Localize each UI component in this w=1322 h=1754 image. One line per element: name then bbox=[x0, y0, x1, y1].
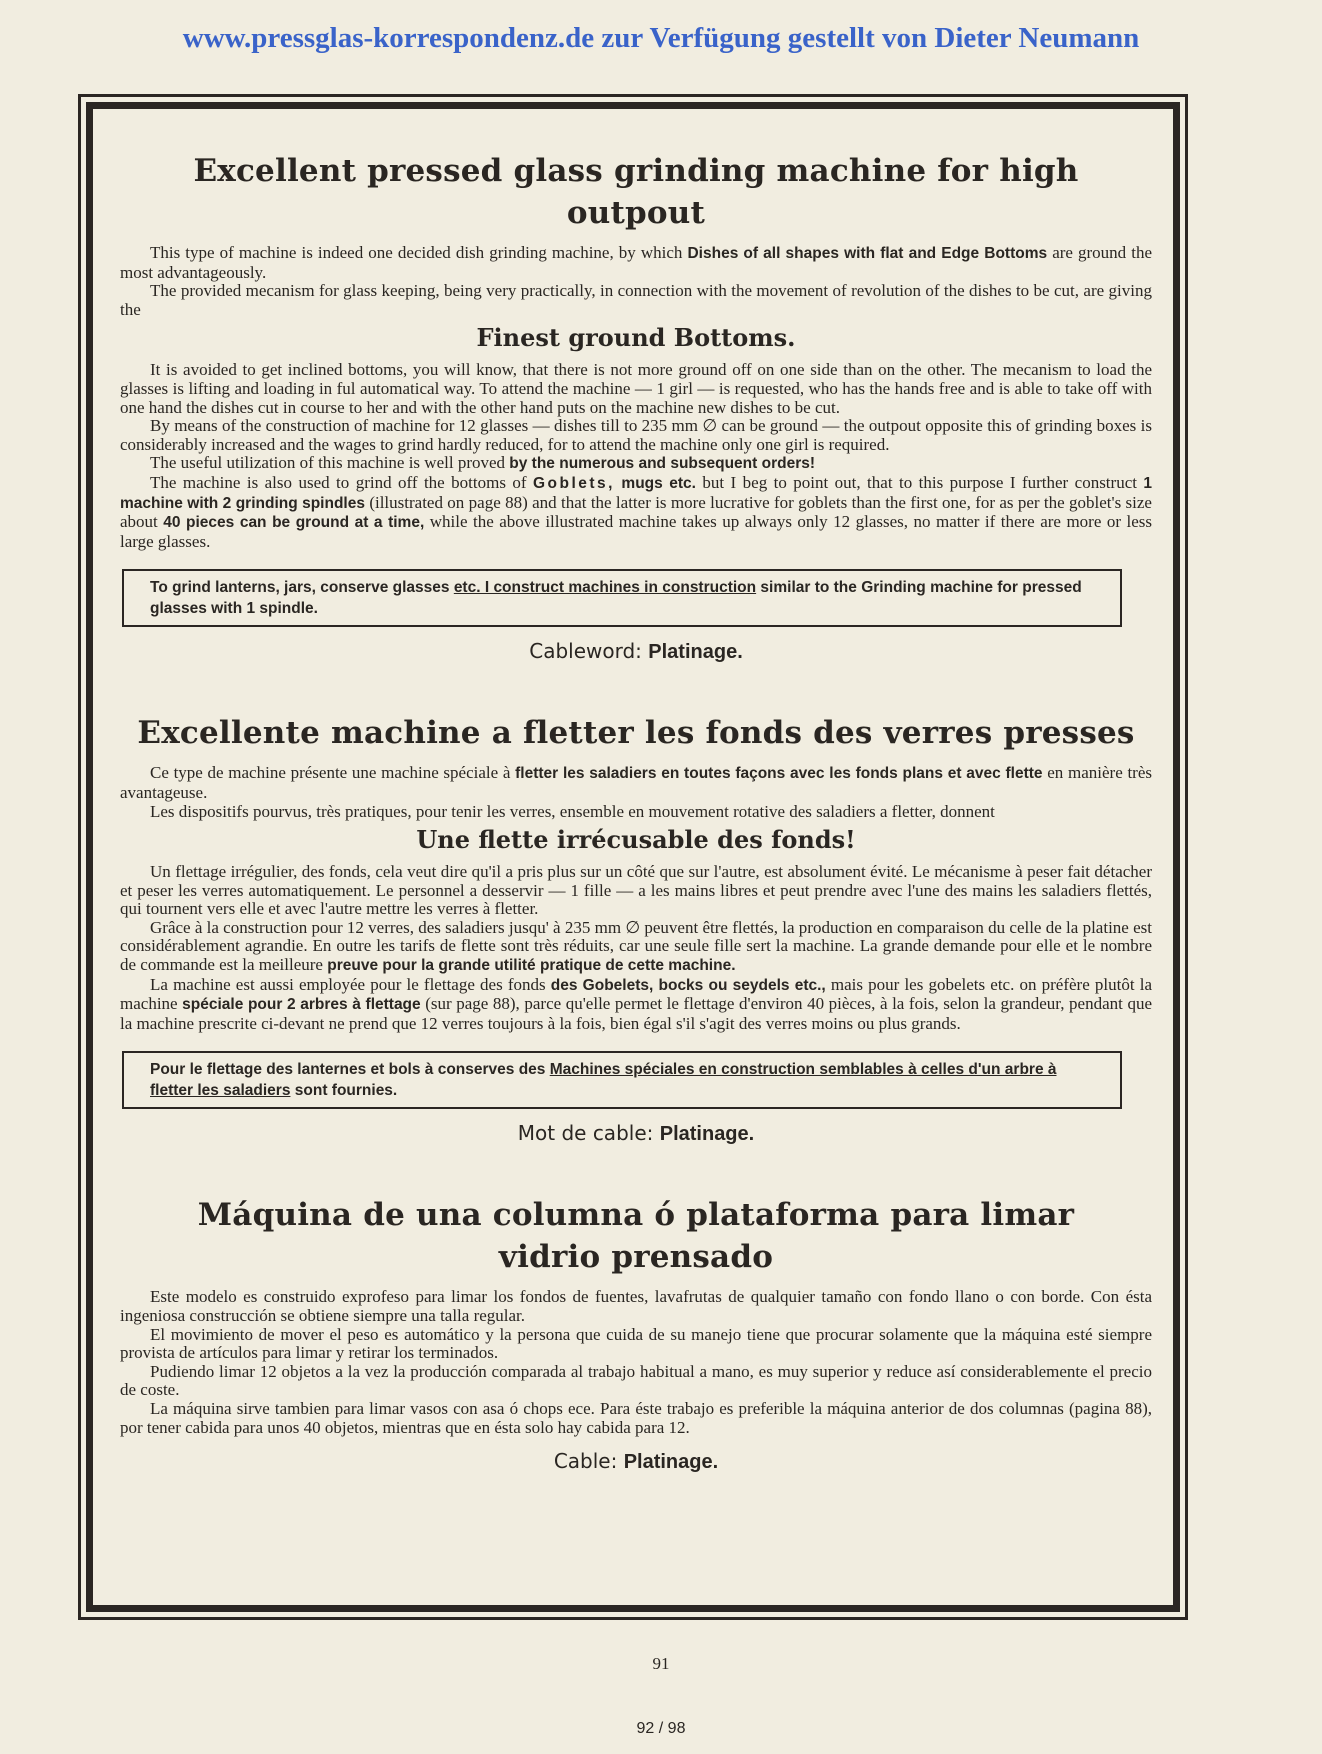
spanish-paragraph-2: El movimiento de mover el peso es automático y la persona que cuida de su manejo tiene que procurar solamente que la máquina esté siempre provista de artículos para limar y retirar los terminados. bbox=[120, 1324, 1152, 1363]
french-subtitle: Une flette irrécusable des fonds! bbox=[416, 825, 856, 855]
spanish-title-line-2: vidrio prensado bbox=[498, 1239, 774, 1276]
header-link[interactable]: www.pressglas-korrespondenz.de zur Verfügung gestellt von Dieter Neumann bbox=[182, 22, 1140, 54]
spanish-section bbox=[120, 1194, 1152, 1474]
french-cableword: Mot de cable: Platinage. bbox=[517, 1121, 755, 1146]
spanish-paragraph-1: Este modelo es construido exprofeso para limar los fondos de fuentes, lavafrutas de qualquier tamaño con fondo llano o con borde. Con ésta ingeniosa construcción se obtiene siempre una talla regular. bbox=[120, 1287, 1152, 1326]
french-paragraph-2: Les dispositifs pourvus, très pratiques, pour tenir les verres, ensemble en mouvement rotative des saladiers a fletter, donnent bbox=[150, 801, 995, 821]
english-notice-box: To grind lanterns, jars, conserve glasses etc. I construct machines in construction similar to the Grinding machine for pressed glasses with 1 spindle. bbox=[122, 569, 1122, 627]
pdf-page-indicator: 92 / 98 bbox=[636, 1720, 686, 1737]
french-title: Excellente machine a fletter les fonds des verres presses bbox=[137, 715, 1135, 752]
page-number: 91 bbox=[652, 1654, 670, 1673]
french-paragraph-3: Un flettage irrégulier, des fonds, cela veut dire qu'il a pris plus sur un côté que sur l'autre, est absolument évité. Le mécanisme à peser fait détacher et peser les verres automatiquement. Le personnel a desservir — 1 fille — a les mains libres et peut prendre avec l'une des mains les saladiers flettés, qui tournent vers elle et avec l'autre mettre les verres à fletter. bbox=[120, 862, 1152, 919]
english-paragraph-4: By means of the construction of machine for 12 glasses — dishes till to 235 mm ∅ can be ground — the outpout opposite this of grinding boxes is considerably increased and the wages to grind hardly reduced, for to attend the machine only one girl is required. bbox=[120, 416, 1152, 454]
english-paragraph-3: It is avoided to get inclined bottoms, you will know, that there is not more ground off on one side than on the other. The mecanism to load the glasses is lifting and loading in ful automatical way. To attend the machine — 1 girl — is requested, who has the hands free and is able to take off with one hand the dishes cut in course to her and with the other hand puts on the machine new dishes to be cut. bbox=[120, 360, 1152, 417]
english-paragraph-5: The useful utilization of this machine is well proved by the numerous and subsequent orders! bbox=[150, 453, 816, 473]
spanish-paragraph-3: Pudiendo limar 12 objetos a la vez la producción comparada al trabajo habitual a mano, es muy superior y reduce así considerablemente el precio de coste. bbox=[120, 1361, 1152, 1400]
english-cableword: Cableword: Platinage. bbox=[529, 639, 743, 664]
spanish-cableword: Cable: Platinage. bbox=[553, 1449, 719, 1474]
french-paragraph-1: Ce type de machine présente une machine spéciale à fletter les saladiers en toutes façons avec les fonds plans et avec flette en manière très avantageuse. bbox=[120, 763, 1152, 802]
spanish-title-line-1: Máquina de una columna ó plataforma para limar bbox=[197, 1197, 1075, 1234]
english-paragraph-2: The provided mecanism for glass keeping, being very practically, in connection with the movement of revolution of the dishes to be cut, are giving the bbox=[120, 281, 1152, 319]
english-subtitle: Finest ground Bottoms. bbox=[476, 323, 796, 353]
french-section bbox=[120, 712, 1152, 1146]
page-content bbox=[120, 150, 1152, 1474]
english-paragraph-6: The machine is also used to grind off the bottoms of Goblets, mugs etc. but I beg to point out, that to this purpose I further construct 1 machine with 2 grinding spindles (illustrated on page 88) and that the latter is more lucrative for goblets than the first one, for as per the goblet's size about 40 pieces can be ground at a time, while the above illustrated machine takes up always only 12 glasses, no matter if there are more or less large glasses. bbox=[120, 472, 1153, 551]
english-section bbox=[120, 150, 1152, 664]
english-paragraph-1: This type of machine is indeed one decided dish grinding machine, by which Dishes of all shapes with flat and Edge Bottoms are ground the most advantageously. bbox=[120, 243, 1153, 282]
english-title: Excellent pressed glass grinding machine for high outpout bbox=[193, 153, 1079, 231]
spanish-paragraph-4: La máquina sirve tambien para limar vasos con asa ó chops ece. Para éste trabajo es preferible la máquina anterior de dos columnas (pagina 88), por tener cabida para unos 40 objetos, mientras que en ésta solo hay cabida para 12. bbox=[120, 1399, 1152, 1437]
french-notice-box: Pour le flettage des lanternes et bols à conserves des Machines spéciales en construction semblables à celles d'un arbre à fletter les saladiers sont fournies. bbox=[122, 1051, 1122, 1109]
french-paragraph-5: La machine est aussi employée pour le flettage des fonds des Gobelets, bocks ou seydels etc., mais pour les gobelets etc. on préfère plutôt la machine spéciale pour 2 arbres à flettage (sur page 88), parce qu'elle permet le flettage d'environ 40 pièces, à la fois, selon la grandeur, pendant que la machine prescrite ci-devant ne prend que 12 verres toujours à la fois, bien égal s'il s'agit des verres moins ou plus grands. bbox=[120, 974, 1152, 1033]
french-paragraph-4: Grâce à la construction pour 12 verres, des saladiers jusqu' à 235 mm ∅ peuvent être flettés, la production en comparaison du celle de la platine est considérablement agrandie. En outre les tarifs de flette sont très réduits, car une seule fille sert la machine. La grande demande pour elle et le nombre de commande est la meilleure preuve pour la grande utilité pratique de cette machine. bbox=[120, 917, 1152, 975]
